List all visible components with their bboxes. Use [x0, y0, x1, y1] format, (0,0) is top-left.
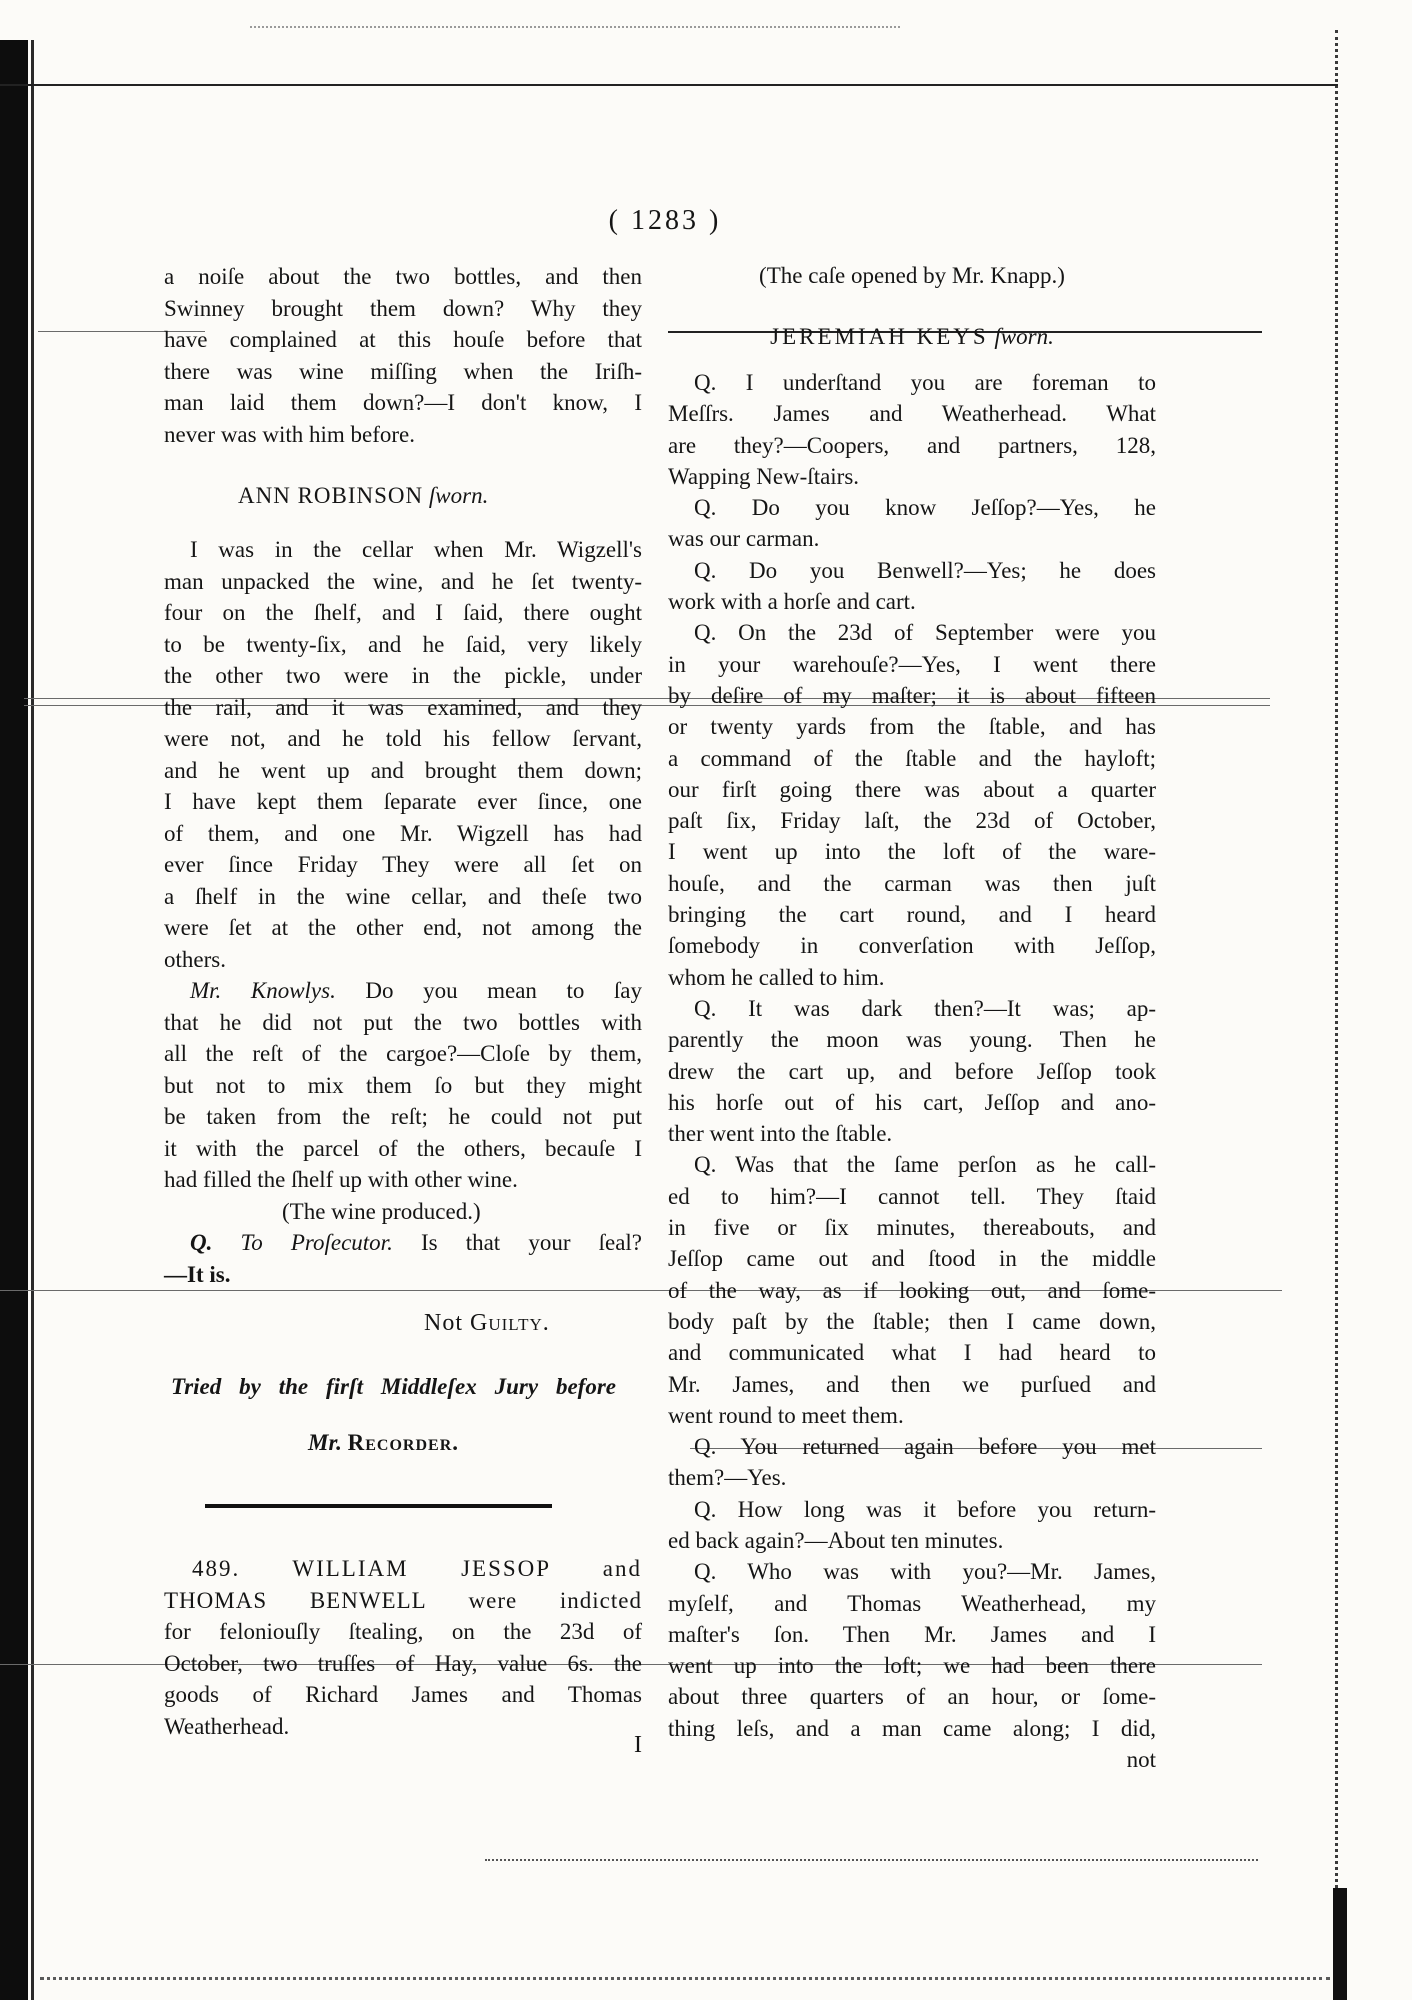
text-line: by deſire of my maſter; it is about fifteen — [668, 682, 1156, 708]
text-line: a command of the ſtable and the hayloft; — [668, 745, 1156, 771]
scan-noise-bottom — [40, 1977, 1330, 1980]
text-line: ſomebody in converſation with Jeſſop, — [668, 933, 1156, 959]
text-line: Q. Who was with you?—Mr. James, — [694, 1559, 1156, 1585]
scan-edge-line-left — [31, 40, 34, 2000]
text-line: Q. You returned again before you met — [694, 1434, 1156, 1460]
text-line: were ſet at the other end, not among the — [164, 915, 642, 940]
text-line: work with a horſe and cart. — [668, 589, 916, 615]
text-line: whom he called to him. — [668, 964, 885, 990]
text-line: man laid them down?—I don't know, I — [164, 390, 642, 415]
text-line: man unpacked the wine, and he ſet twenty- — [164, 568, 642, 594]
witness-name: ANN ROBINSON — [238, 483, 424, 508]
left-column-case — [164, 1553, 642, 1742]
text-line: maſter's ſon. Then Mr. James and I — [668, 1621, 1156, 1647]
judge-name: Recorder. — [347, 1430, 460, 1455]
text-line: for feloniouſly ſtealing, on the 23d of — [164, 1619, 642, 1644]
scan-edge-line-right — [1335, 30, 1338, 1888]
text-line: or twenty yards from the ſtable, and has — [668, 714, 1156, 740]
text-line: goods of Richard James and Thomas — [164, 1682, 642, 1707]
text-line: Q. Was that the ſame perſon as he call- — [694, 1152, 1156, 1178]
stage-direction: (The wine produced.) — [282, 1198, 481, 1224]
text-line: of them, and one Mr. Wigzell has had — [164, 820, 642, 846]
text-line: that he did not put the two bottles with — [164, 1009, 642, 1035]
text-line: a noiſe about the two bottles, and then — [164, 264, 642, 289]
text-line: ever ſince Friday They were all ſet on — [164, 852, 642, 877]
text-line: Q. It was dark then?—It was; ap- — [694, 995, 1156, 1021]
text-line: Jeſſop came out and ſtood in the middle — [668, 1246, 1156, 1272]
counsel-name: Mr. Knowlys. — [190, 978, 336, 1003]
text-line: I was in the cellar when Mr. Wigzell's — [190, 537, 642, 562]
scan-edge-bar-left — [0, 40, 28, 2000]
signature-mark: I — [634, 1732, 642, 1758]
text-line: them?—Yes. — [668, 1465, 787, 1491]
question-to-prosecutor-line — [164, 1227, 642, 1259]
question-marker: Q. — [190, 1230, 213, 1255]
witness-oath: ſworn. — [428, 483, 489, 508]
text-line: body paſt by the ſtable; then I came down, — [668, 1308, 1156, 1334]
text-line: but not to mix them ſo but they might — [164, 1072, 642, 1098]
case-heading-line: THOMAS BENWELL were indicted — [164, 1587, 642, 1613]
text-line: ther went into the ſtable. — [668, 1121, 893, 1147]
left-column-prev-testimony — [164, 261, 642, 450]
page-bottom-rule — [485, 1859, 1258, 1861]
text-line: a ſhelf in the wine cellar, and theſe two — [164, 883, 642, 909]
text-line: four on the ſhelf, and I ſaid, there ought — [164, 600, 642, 625]
text-line: about three quarters of an hour, or ſome- — [668, 1684, 1156, 1710]
text-line: all the reſt of the cargoe?—Cloſe by them, — [164, 1041, 642, 1066]
text-line: to be twenty-ſix, and he ſaid, very likely — [164, 631, 642, 657]
verdict-not: Not — [424, 1310, 463, 1336]
witness-oath: ſworn. — [994, 324, 1054, 349]
text-line: were not, and he told his fellow ſervant, — [164, 726, 642, 751]
text-line: it with the parcel of the others, becauſe I — [164, 1135, 642, 1161]
text-line: thing leſs, and a man came along; I did, — [668, 1715, 1156, 1741]
answer-line: —It is. — [164, 1261, 231, 1287]
text-line: Weatherhead. — [164, 1713, 290, 1739]
question-text: Is that your ſeal? — [420, 1230, 643, 1255]
verdict-guilty: Guilty. — [470, 1310, 550, 1336]
left-column-testimony — [164, 534, 642, 1290]
text-line: and he went up and brought them down; — [164, 757, 642, 783]
judge-line — [308, 1427, 459, 1459]
text-line: went round to meet them. — [668, 1402, 904, 1428]
text-line: ed back again?—About ten minutes. — [668, 1527, 1004, 1553]
text-line: his horſe out of his cart, Jeſſop and ano- — [668, 1089, 1156, 1115]
scan-edge-blot-right — [1333, 1888, 1347, 2000]
catchword: not — [1126, 1747, 1156, 1773]
text-line: Wapping New-ſtairs. — [668, 463, 860, 489]
text-line: others. — [164, 946, 226, 972]
text-line: have complained at this houſe before that — [164, 327, 642, 352]
text-line: are they?—Coopers, and partners, 128, — [668, 432, 1156, 458]
text-line: Meſſrs. James and Weatherhead. What — [668, 401, 1156, 427]
verdict — [424, 1307, 550, 1339]
section-divider-rule — [205, 1504, 552, 1508]
case-heading-line: 489. WILLIAM JESSOP and — [192, 1556, 642, 1581]
text-line: I went up into the loft of the ware- — [668, 839, 1156, 865]
text-line: went up into the loft; we had been there — [668, 1653, 1156, 1679]
text-line: was our carman. — [668, 526, 820, 552]
page-top-rule — [0, 84, 1338, 86]
page-number: ( 1283 ) — [608, 205, 722, 236]
text-line: Q. On the 23d of September were you — [694, 620, 1156, 646]
text-line: Q. How long was it before you return- — [694, 1496, 1156, 1522]
scan-noise-top — [250, 26, 900, 28]
text-line: paſt ſix, Friday laſt, the 23d of October, — [668, 808, 1156, 834]
text-line: our firſt going there was about a quarter — [668, 776, 1156, 802]
text-line: Swinney brought them down? Why they — [164, 295, 642, 321]
text-line: bringing the cart round, and I heard — [668, 902, 1156, 928]
text-line: I have kept them ſeparate ever ſince, one — [164, 789, 642, 814]
text-line: and communicated what I had heard to — [668, 1340, 1156, 1366]
text-line: Q. Do you Benwell?—Yes; he does — [694, 557, 1156, 583]
witness-name: JEREMIAH KEYS — [770, 324, 989, 349]
judge-title: Mr. — [308, 1430, 342, 1455]
text-line: Q. Do you know Jeſſop?—Yes, he — [694, 495, 1156, 521]
witness-heading-jeremiah-keys — [668, 321, 1156, 353]
text-line: of the way, as if looking out, and ſome- — [668, 1277, 1156, 1303]
examination-question-line — [164, 975, 642, 1007]
case-opened-note: (The caſe opened by Mr. Knapp.) — [759, 263, 1065, 288]
text-line: Mr. James, and then we purſued and — [668, 1371, 1156, 1397]
text-line: had filled the ſhelf up with other wine. — [164, 1167, 518, 1192]
text-line: never was with him before. — [164, 421, 416, 447]
text-line: there was wine miſſing when the Iriſh- — [164, 358, 642, 384]
text-line: the other two were in the pickle, under — [164, 663, 642, 688]
trial-note: Tried by the firſt Middleſex Jury before — [171, 1374, 616, 1399]
text-line: ed to him?—I cannot tell. They ſtaid — [668, 1183, 1156, 1209]
text-line: the rail, and it was examined, and they — [164, 694, 642, 720]
text-line: drew the cart up, and before Jeſſop took — [668, 1058, 1156, 1084]
text-line: Q. I underſtand you are foreman to — [694, 370, 1156, 395]
right-column-testimony — [668, 367, 1156, 1775]
text-line: parently the moon was young. Then he — [668, 1027, 1156, 1053]
text-line: myſelf, and Thomas Weatherhead, my — [668, 1590, 1156, 1616]
text-line: in five or ſix minutes, thereabouts, and — [668, 1215, 1156, 1241]
witness-heading-ann-robinson — [238, 480, 488, 512]
text-line: houſe, and the carman was then juſt — [668, 870, 1156, 896]
question-text: Do you mean to ſay — [365, 978, 643, 1003]
question-addressee: To Proſecutor. — [240, 1230, 393, 1255]
text-line: be taken from the reſt; he could not put — [164, 1104, 642, 1129]
text-line: in your warehouſe?—Yes, I went there — [668, 651, 1156, 677]
text-line: October, two truſſes of Hay, value 6s. the — [164, 1650, 642, 1676]
